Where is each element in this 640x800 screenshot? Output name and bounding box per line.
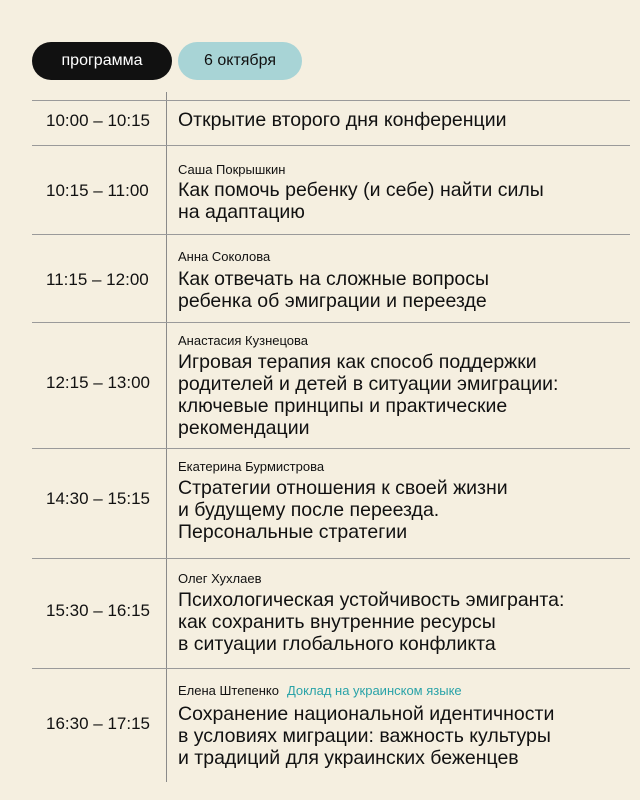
session-title-line: Как отвечать на сложные вопросы — [178, 268, 490, 290]
session-title-line: Психологическая устойчивость эмигранта: — [178, 589, 565, 611]
session-title-line: и будущему после переезда. — [178, 499, 440, 521]
session-title — [178, 589, 628, 655]
session-time: 10:15 – 11:00 — [46, 181, 149, 200]
session-title — [178, 703, 628, 769]
session-time: 10:00 – 10:15 — [46, 111, 150, 130]
session-time: 14:30 – 15:15 — [46, 489, 150, 508]
speaker-name: Олег Хухлаев — [178, 571, 262, 586]
speaker-name: Екатерина Бурмистрова — [178, 459, 325, 474]
row-separator — [32, 234, 630, 235]
row-separator — [32, 668, 630, 669]
speaker-name: Елена Штепенко Доклад на украинском языке — [178, 683, 462, 698]
session-title-line: Персональные стратегии — [178, 521, 408, 543]
session-title — [178, 477, 628, 543]
row-separator — [32, 100, 630, 101]
session-row — [32, 448, 630, 558]
row-separator — [32, 145, 630, 146]
session-title-line: и традиций для украинских беженцев — [178, 747, 519, 769]
session-title-line: на адаптацию — [178, 201, 305, 223]
row-separator — [32, 322, 630, 323]
session-row — [32, 668, 630, 780]
speaker-name: Саша Покрышкин — [178, 162, 286, 177]
session-title-line: Сохранение национальной идентичности — [178, 703, 555, 725]
session-title-line: в ситуации глобального конфликта — [178, 633, 496, 655]
session-row — [32, 145, 630, 234]
session-row — [32, 100, 630, 145]
date-tab[interactable]: 6 октября — [178, 42, 302, 80]
session-title — [178, 179, 628, 223]
session-title-line: Игровая терапия как способ поддержки — [178, 351, 537, 373]
session-title — [178, 268, 628, 312]
session-time: 12:15 – 13:00 — [46, 373, 150, 392]
language-note: Доклад на украинском языке — [286, 683, 462, 698]
session-title-line: Открытие второго дня конференции — [178, 109, 507, 131]
program-tab[interactable]: программа — [32, 42, 172, 80]
session-title — [178, 109, 628, 131]
session-time: 15:30 – 16:15 — [46, 601, 150, 620]
session-title — [178, 351, 628, 439]
session-title-line: ребенка об эмиграции и переезде — [178, 290, 487, 312]
header — [32, 42, 302, 80]
session-row — [32, 558, 630, 668]
session-title-line: Как помочь ребенку (и себе) найти силы — [178, 179, 544, 201]
row-separator — [32, 448, 630, 449]
row-separator — [32, 558, 630, 559]
session-row — [32, 234, 630, 322]
session-title-line: ключевые принципы и практические — [178, 395, 508, 417]
session-time: 11:15 – 12:00 — [46, 270, 149, 289]
session-title-line: как сохранить внутренние ресурсы — [178, 611, 496, 633]
session-title-line: родителей и детей в ситуации эмиграции: — [178, 373, 559, 395]
session-row — [32, 322, 630, 448]
session-title-line: рекомендации — [178, 417, 310, 439]
session-time: 16:30 – 17:15 — [46, 714, 150, 733]
speaker-name: Анастасия Кузнецова — [178, 333, 308, 348]
session-title-line: в условиях миграции: важность культуры — [178, 725, 551, 747]
session-title-line: Стратегии отношения к своей жизни — [178, 477, 508, 499]
speaker-name: Анна Соколова — [178, 249, 271, 264]
